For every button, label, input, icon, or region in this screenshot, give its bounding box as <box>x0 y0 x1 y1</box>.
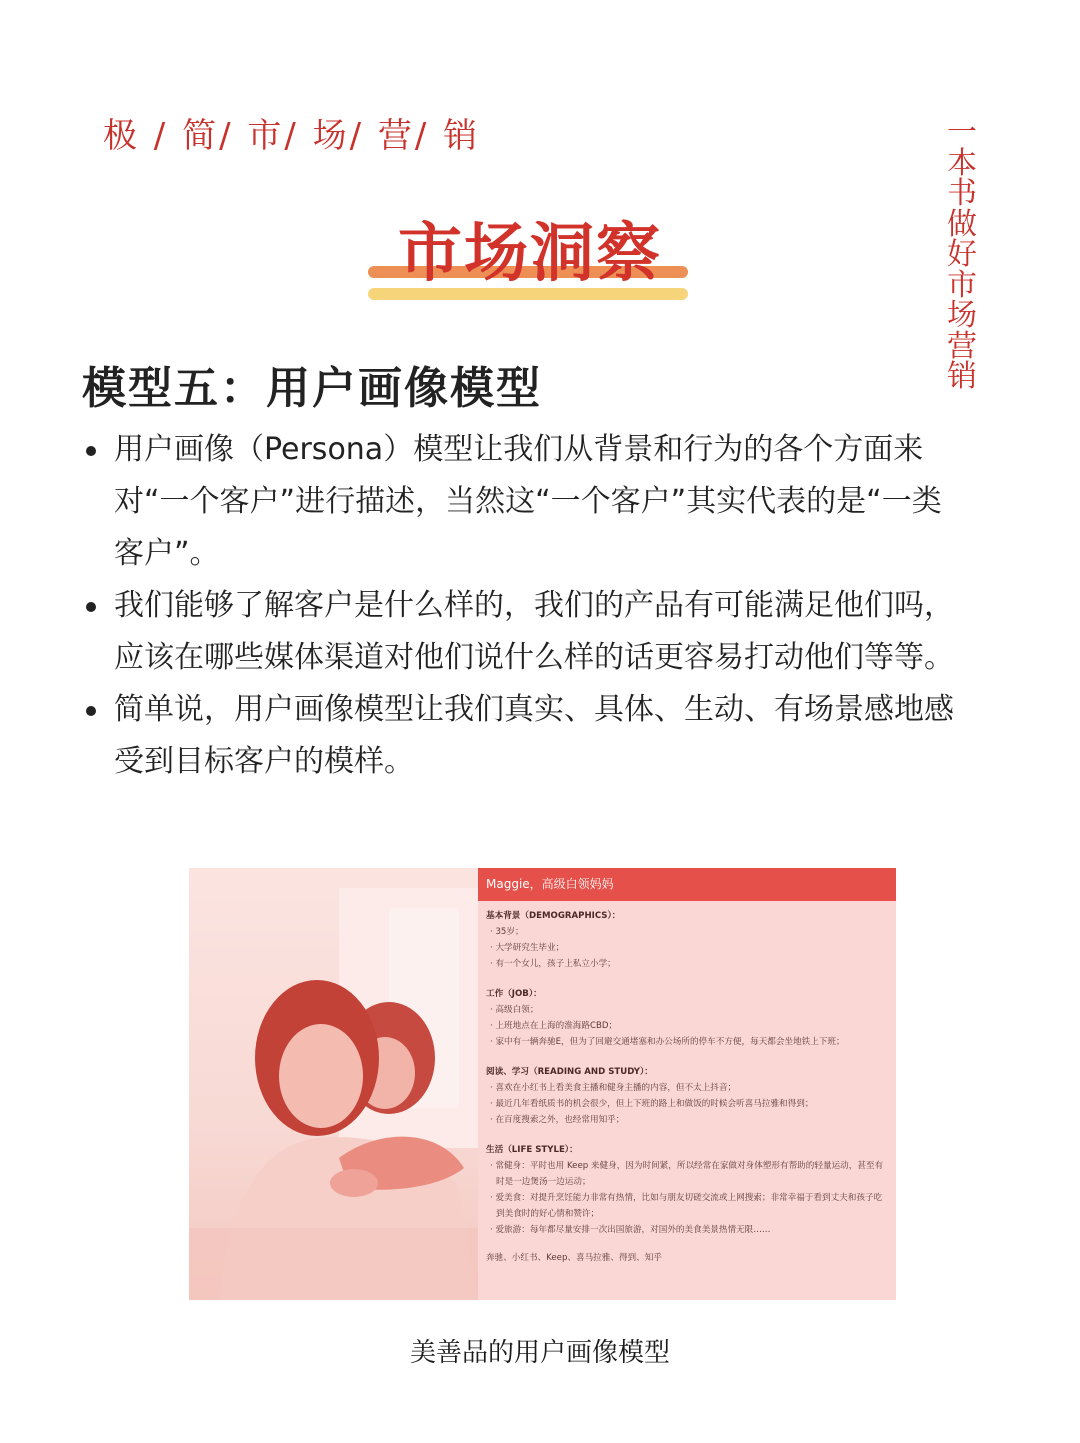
persona-section-heading: 生活（LIFE STYLE）： <box>486 1145 578 1155</box>
persona-section-heading: 工作（JOB）： <box>486 989 542 999</box>
vertical-book-title: 一本书做好市场营销 <box>947 115 977 394</box>
persona-section <box>486 1142 888 1238</box>
bullet-dot-icon <box>86 602 96 612</box>
persona-section <box>486 1064 888 1128</box>
bullet-list <box>80 424 960 788</box>
bullet-text: 我们能够了解客户是什么样的，我们的产品有可能满足他们吗，应该在哪些媒体渠道对他们说什么样的话更容易打动他们等等。 <box>114 588 954 675</box>
series-title: 极 / 简/ 市/ 场/ 营/ 销 <box>103 116 481 156</box>
persona-item: · 高级白领； <box>490 1005 539 1015</box>
persona-name-header: Maggie，高级白领妈妈 <box>478 868 896 901</box>
persona-item: · 喜欢在小红书上看美食主播和健身主播的内容，但不太上抖音； <box>490 1083 737 1093</box>
persona-item: · 有一个女儿，孩子上私立小学； <box>490 959 616 969</box>
model-title: 模型五：用户画像模型 <box>82 363 542 414</box>
persona-details <box>478 901 896 1273</box>
section-title: 市场洞察 <box>398 217 662 291</box>
persona-section <box>486 986 888 1050</box>
persona-section <box>486 908 888 972</box>
bullet-text: 用户画像（Persona）模型让我们从背景和行为的各个方面来对“一个客户”进行描述，当然这“一个客户”其实代表的是“一类客户”。 <box>114 432 942 571</box>
persona-item: · 上班地点在上海的淮海路CBD； <box>490 1021 618 1031</box>
persona-item: · 爱美食：对提升烹饪能力非常有热情，比如与朋友切磋交流或上网搜索；非常幸福于看到丈夫和孩子吃到美食时的好心情和赞许； <box>490 1193 883 1219</box>
persona-figure <box>189 868 896 1300</box>
bullet-item <box>80 684 960 788</box>
mother-daughter-photo <box>189 868 478 1300</box>
bullet-item <box>80 580 960 684</box>
persona-item: · 在百度搜索之外，也经常用知乎； <box>490 1115 625 1125</box>
persona-panel <box>478 868 896 1300</box>
bullet-item <box>80 424 960 580</box>
figure-caption: 美善品的用户画像模型 <box>409 1338 670 1368</box>
persona-brands: 奔驰、小红书、Keep、喜马拉雅、得到、知乎 <box>486 1253 662 1263</box>
bullet-dot-icon <box>86 446 96 456</box>
photo-illustration <box>189 868 478 1300</box>
persona-item: · 爱旅游：每年都尽量安排一次出国旅游，对国外的美食美景热情无限…… <box>490 1225 771 1235</box>
persona-item: · 常健身：平时也用 Keep 来健身，因为时间紧，所以经常在家做对身体塑形有帮助的轻量运动，甚至有时是一边煲汤一边运动； <box>490 1161 884 1187</box>
persona-item: · 最近几年看纸质书的机会很少，但上下班的路上和做饭的时候会听喜马拉雅和得到； <box>490 1099 814 1109</box>
section-title-block <box>360 200 700 310</box>
persona-item: · 35岁； <box>490 927 524 937</box>
bullet-dot-icon <box>86 706 96 716</box>
persona-item: · 大学研究生毕业； <box>490 943 565 953</box>
persona-section-heading: 阅读、学习（READING AND STUDY）： <box>486 1067 653 1077</box>
persona-section-heading: 基本背景（DEMOGRAPHICS）： <box>486 911 621 921</box>
persona-item: · 家中有一辆奔驰E，但为了回避交通堵塞和办公场所的停车不方便，每天都会坐地铁上下班； <box>490 1037 845 1047</box>
bullet-text: 简单说，用户画像模型让我们真实、具体、生动、有场景感地感受到目标客户的模样。 <box>114 692 954 779</box>
